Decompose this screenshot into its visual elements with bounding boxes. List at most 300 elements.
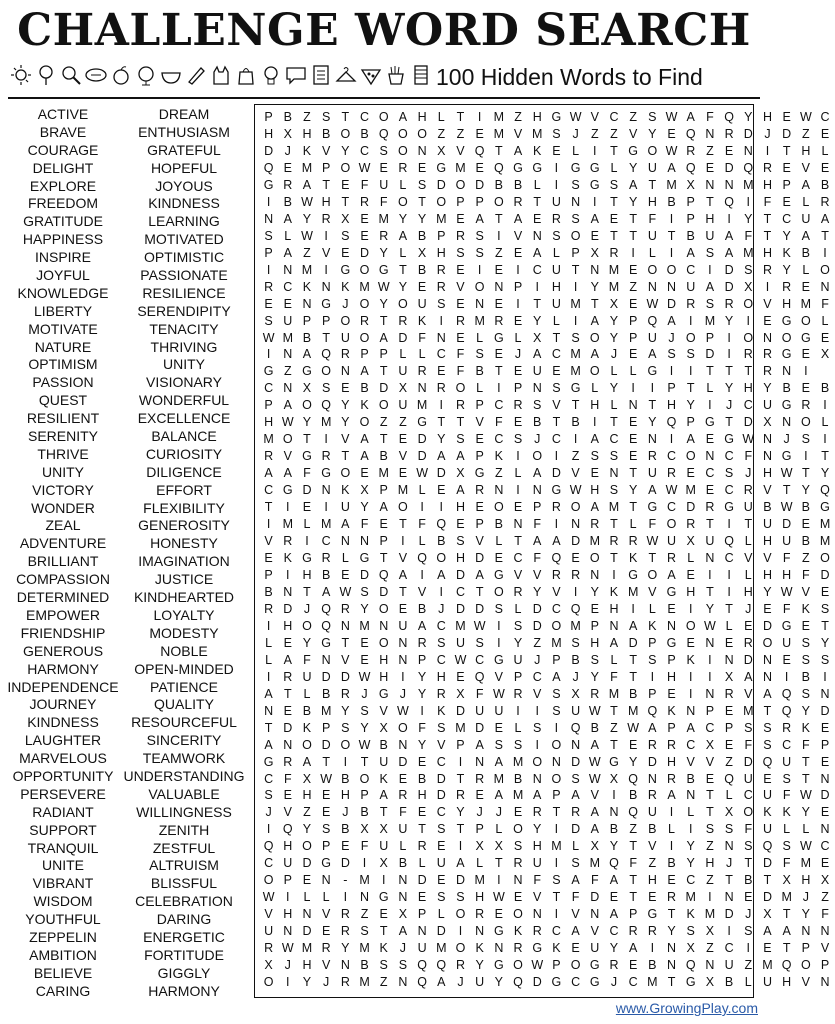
grid-letter: V (321, 143, 331, 158)
grid-letter: N (571, 517, 581, 532)
word-list-item: KINDNESS (27, 714, 99, 731)
grid-letter: W (492, 890, 505, 905)
grid-letter: O (359, 330, 370, 345)
grid-letter: Z (648, 856, 657, 871)
grid-letter: S (801, 635, 811, 650)
word-list-item: OPTIMISTIC (143, 249, 225, 266)
grid-letter: O (493, 500, 504, 515)
grid-row (259, 313, 835, 330)
grid-letter: F (456, 364, 465, 379)
grid-letter: A (360, 432, 369, 447)
grid-letter: E (744, 618, 753, 633)
grid-letter: I (650, 669, 655, 684)
grid-letter: N (686, 703, 696, 718)
word-list-item: THRIVE (37, 445, 89, 462)
grid-letter: I (497, 381, 501, 396)
grid-letter: K (417, 313, 427, 328)
grid-letter: Z (303, 805, 311, 820)
grid-letter: N (398, 737, 408, 752)
grid-letter: H (436, 245, 446, 260)
grid-letter: E (360, 652, 369, 667)
grid-letter: Q (762, 754, 773, 769)
grid-letter: S (801, 432, 811, 447)
grid-letter: A (590, 211, 599, 226)
grid-letter: I (266, 194, 271, 209)
grid-letter: I (401, 534, 405, 549)
grid-letter: P (264, 398, 273, 413)
grid-letter: W (780, 500, 793, 515)
footer-link[interactable]: www.GrowingPlay.com (615, 1000, 758, 1016)
grid-letter: X (360, 483, 369, 498)
grid-letter: O (820, 262, 830, 277)
grid-letter: E (456, 211, 465, 226)
grid-row (259, 771, 835, 788)
grid-letter: Y (763, 584, 772, 599)
grid-letter: R (609, 534, 619, 549)
grid-letter: T (341, 449, 350, 464)
grid-letter: M (359, 618, 370, 633)
grid-letter: I (727, 330, 731, 345)
grid-letter: M (608, 686, 620, 701)
grid-row (259, 923, 835, 940)
grid-letter: M (263, 432, 274, 447)
grid-letter: Z (706, 873, 714, 888)
grid-letter: K (533, 143, 542, 158)
grid-letter: Y (302, 975, 312, 990)
word-list-item: FORTITUDE (144, 946, 224, 963)
grid-letter: N (398, 975, 408, 990)
grid-letter: X (533, 330, 542, 345)
grid-letter: T (706, 584, 714, 599)
grid-letter: N (820, 975, 830, 990)
grid-letter: S (609, 177, 619, 192)
grid-letter: X (744, 279, 753, 294)
grid-letter: C (705, 720, 715, 735)
grid-letter: A (379, 788, 388, 803)
grid-letter: E (283, 160, 292, 175)
grid-letter: O (800, 313, 811, 328)
grid-letter: B (302, 330, 312, 345)
grid-letter: O (340, 737, 351, 752)
grid-letter: N (302, 296, 312, 311)
grid-letter: T (763, 703, 772, 718)
grid-letter: T (706, 517, 714, 532)
grid-letter: N (283, 924, 293, 939)
grid-letter: S (686, 347, 695, 362)
grid-letter: H (283, 618, 293, 633)
grid-letter: M (320, 517, 332, 532)
grid-letter: F (821, 907, 829, 922)
grid-letter: Z (303, 245, 311, 260)
grid-letter: A (571, 924, 580, 939)
grid-letter: A (533, 788, 542, 803)
grid-letter: P (513, 279, 523, 294)
grid-letter: Z (437, 126, 446, 141)
grid-letter: Q (321, 618, 332, 633)
grid-letter: Y (667, 924, 676, 939)
grid-letter: I (343, 754, 348, 769)
grid-letter: V (341, 432, 350, 447)
grid-letter: G (647, 500, 658, 515)
grid-letter: G (321, 635, 332, 650)
grid-letter: S (552, 873, 561, 888)
grid-letter: K (360, 398, 369, 413)
grid-letter: L (514, 466, 522, 481)
grid-letter: N (705, 551, 715, 565)
grid-letter: O (800, 415, 811, 430)
grid-letter: H (762, 567, 772, 582)
grid-letter: C (513, 551, 523, 565)
grid-letter: N (743, 143, 753, 158)
grid-letter: V (590, 788, 599, 803)
grid-letter: C (360, 110, 370, 124)
grid-letter: Y (341, 415, 350, 430)
grid-letter: C (571, 975, 581, 990)
grid-letter: Z (571, 449, 580, 464)
grid-letter: V (648, 584, 657, 599)
grid-letter: C (782, 211, 792, 226)
grid-letter: F (379, 194, 388, 209)
grid-letter: I (516, 703, 520, 718)
grid-letter: K (801, 720, 811, 735)
grid-letter: U (686, 279, 696, 294)
grid-letter: M (608, 279, 620, 294)
grid-letter: R (436, 686, 446, 701)
grid-letter: E (398, 466, 408, 481)
grid-letter: T (552, 330, 561, 345)
grid-letter: I (286, 500, 290, 515)
grid-letter: I (497, 873, 501, 888)
grid-letter: B (724, 975, 734, 990)
grid-letter: Y (302, 822, 312, 837)
grid-letter: I (554, 160, 559, 175)
grid-letter: R (628, 924, 638, 939)
grid-letter: L (418, 347, 426, 362)
grid-letter: I (784, 669, 789, 684)
grid-letter: Y (609, 313, 619, 328)
grid-letter: D (628, 635, 638, 650)
grid-letter: F (590, 873, 599, 888)
grid-letter: S (437, 822, 446, 837)
grid-letter: L (802, 194, 810, 209)
letter-grid (254, 104, 831, 998)
grid-letter: D (705, 347, 715, 362)
grid-letter: N (820, 279, 830, 294)
word-list-item: SINCERITY (146, 732, 222, 749)
grid-letter: E (571, 941, 580, 956)
grid-letter: M (762, 958, 773, 973)
grid-letter: T (399, 517, 407, 532)
grid-letter: O (398, 126, 408, 141)
grid-letter: T (341, 110, 350, 124)
grid-letter: I (573, 432, 578, 447)
grid-row (259, 720, 835, 737)
grid-letter: E (341, 381, 350, 396)
grid-letter: E (667, 873, 676, 888)
grid-letter: G (685, 975, 696, 990)
grid-letter: D (724, 907, 734, 922)
grid-letter: X (763, 415, 772, 430)
word-list-item: NATURE (34, 338, 92, 355)
grid-letter: K (341, 483, 350, 498)
grid-letter: N (532, 907, 542, 922)
grid-letter: I (727, 347, 731, 362)
word-list-item: RESILIENT (26, 410, 100, 427)
grid-letter: V (513, 228, 523, 243)
grid-letter: A (686, 432, 695, 447)
grid-letter: K (686, 907, 695, 922)
grid-letter: D (283, 601, 293, 616)
grid-letter: J (265, 805, 272, 820)
grid-letter: V (283, 449, 292, 464)
grid-letter: I (669, 211, 674, 226)
grid-letter: N (360, 890, 370, 905)
grid-letter: W (704, 618, 716, 633)
grid-letter: T (629, 500, 637, 515)
grid-letter: E (782, 110, 791, 124)
grid-letter: J (342, 296, 349, 311)
grid-letter: X (360, 822, 369, 837)
grid-letter: I (688, 601, 693, 616)
grid-letter: I (439, 500, 444, 515)
grid-letter: Y (417, 211, 427, 226)
grid-letter: W (665, 143, 678, 158)
grid-letter: Y (744, 110, 753, 124)
grid-letter: X (609, 771, 619, 786)
grid-letter: I (535, 737, 539, 752)
grid-letter: Q (417, 958, 427, 973)
word-list-item: TRANQUIL (27, 839, 99, 856)
grid-letter: K (552, 941, 561, 956)
grid-letter: L (514, 601, 522, 616)
grid-letter: N (647, 432, 657, 447)
grid-letter: N (647, 771, 657, 786)
grid-letter: M (359, 941, 370, 956)
grid-letter: D (455, 567, 465, 582)
grid-letter: R (628, 534, 638, 549)
grid-letter: R (513, 194, 523, 209)
football-icon (85, 64, 107, 86)
grid-letter: H (782, 567, 792, 582)
grid-letter: M (743, 703, 754, 718)
grid-letter: E (705, 432, 715, 447)
word-list-item: LEARNING (148, 213, 220, 230)
grid-letter: S (705, 296, 715, 311)
grid-row (259, 194, 835, 211)
grid-letter: F (360, 517, 369, 532)
grid-letter: B (437, 534, 446, 549)
grid-letter: S (590, 652, 599, 667)
word-list-item: PATIENCE (150, 678, 218, 695)
grid-letter: E (705, 771, 715, 786)
grid-letter: O (455, 381, 466, 396)
grid-letter: W (281, 941, 294, 956)
grid-letter: C (264, 381, 274, 396)
grid-letter: E (341, 177, 350, 192)
grid-letter: N (571, 194, 581, 209)
grid-letter: S (533, 398, 542, 413)
grid-letter: I (516, 296, 520, 311)
grid-letter: P (475, 449, 484, 464)
grid-letter: O (436, 551, 447, 565)
grid-letter: O (743, 330, 754, 345)
grid-letter: E (398, 432, 408, 447)
grid-letter: S (437, 720, 446, 735)
grid-letter: T (379, 551, 388, 565)
grid-letter: V (533, 890, 542, 905)
grid-letter: N (762, 432, 772, 447)
grid-letter: I (612, 567, 616, 582)
grid-row (259, 143, 835, 160)
grid-letter: E (724, 703, 734, 718)
grid-letter: Z (590, 126, 599, 141)
grid-row (259, 279, 835, 296)
grid-letter: O (513, 907, 523, 922)
grid-letter: E (590, 601, 599, 616)
page-title: CHALLENGE WORD SEARCH (17, 5, 751, 56)
grid-letter: O (532, 754, 543, 769)
grid-letter: E (341, 245, 350, 260)
grid-letter: I (343, 890, 348, 905)
grid-row (259, 669, 835, 686)
grid-letter: C (628, 975, 638, 990)
grid-letter: O (493, 584, 504, 599)
grid-letter: V (475, 415, 484, 430)
grid-letter: U (782, 754, 792, 769)
grid-row (259, 296, 835, 313)
grid-letter: R (417, 839, 427, 854)
grid-letter: A (513, 143, 523, 158)
grid-letter: U (475, 975, 485, 990)
grid-letter: X (398, 381, 408, 396)
grid-letter: R (513, 856, 523, 871)
grid-letter: S (571, 856, 580, 871)
grid-letter: I (727, 567, 731, 582)
grid-letter: T (379, 924, 388, 939)
grid-letter: F (456, 347, 465, 362)
grid-letter: T (706, 194, 714, 209)
grid-letter: E (590, 466, 599, 481)
grid-letter: T (495, 211, 503, 226)
word-list-item: FRIENDSHIP (20, 624, 106, 641)
word-list-item: ENERGETIC (143, 928, 225, 945)
grid-letter: T (341, 635, 350, 650)
grid-letter: T (379, 364, 388, 379)
grid-letter: G (781, 449, 792, 464)
grid-letter: E (360, 211, 369, 226)
grid-row (259, 228, 835, 245)
word-list-item: HONESTY (150, 535, 218, 552)
grid-letter: O (743, 805, 754, 820)
grid-letter: P (264, 110, 273, 124)
grid-letter: J (745, 601, 752, 616)
word-list-item: EFFORT (156, 481, 212, 498)
grid-letter: T (629, 211, 637, 226)
grid-letter: S (513, 737, 523, 752)
grid-letter: Y (628, 483, 638, 498)
grid-letter: T (571, 262, 580, 277)
word-list-item: LOYALTY (153, 606, 215, 623)
grid-letter: Y (590, 279, 599, 294)
grid-letter: R (724, 126, 734, 141)
grid-letter: N (609, 618, 619, 633)
grid-letter: L (533, 177, 541, 192)
grid-letter: T (533, 296, 542, 311)
grid-letter: C (686, 873, 696, 888)
grid-letter: O (513, 958, 523, 973)
grid-letter: I (554, 856, 559, 871)
grid-letter: T (418, 194, 426, 209)
grid-letter: Y (475, 958, 484, 973)
grid-letter: M (493, 110, 505, 124)
grid-letter: T (725, 415, 733, 430)
grid-letter: X (475, 839, 484, 854)
grid-letter: D (743, 652, 753, 667)
grid-letter: K (667, 703, 676, 718)
grid-letter: G (666, 584, 677, 599)
grid-letter: K (782, 245, 791, 260)
grid-letter: K (475, 941, 484, 956)
word-list-item: EXPLORE (29, 177, 97, 194)
word-list-item: BALANCE (151, 428, 217, 445)
grid-letter: Y (341, 398, 350, 413)
grid-letter: X (724, 669, 734, 684)
grid-letter: W (780, 466, 793, 481)
grid-row (259, 872, 835, 889)
grid-letter: S (782, 771, 791, 786)
grid-letter: P (302, 313, 312, 328)
grid-letter: M (301, 160, 313, 175)
grid-letter: B (475, 364, 484, 379)
grid-letter: O (743, 296, 754, 311)
grid-letter: G (302, 551, 312, 565)
grid-letter: D (743, 415, 753, 430)
grid-row (259, 635, 835, 652)
grid-letter: N (264, 703, 274, 718)
word-list-item: QUALITY (154, 696, 214, 713)
grid-letter: C (436, 805, 446, 820)
grid-letter: O (359, 262, 370, 277)
grid-letter: R (321, 449, 331, 464)
grid-letter: O (321, 364, 332, 379)
grid-letter: R (455, 228, 465, 243)
grid-letter: I (266, 517, 271, 532)
grid-letter: D (379, 381, 389, 396)
grid-letter: A (667, 160, 676, 175)
grid-letter: B (782, 381, 791, 396)
grid-letter: N (475, 754, 485, 769)
grid-letter: O (398, 500, 408, 515)
grid-letter: D (782, 126, 792, 141)
grid-letter: I (554, 822, 559, 837)
grid-letter: J (399, 941, 407, 956)
grid-letter: N (475, 296, 485, 311)
grid-letter: N (705, 686, 715, 701)
grid-letter: T (667, 228, 676, 243)
grid-letter: E (667, 126, 676, 141)
grid-letter: O (340, 126, 351, 141)
grid-letter: L (514, 720, 522, 735)
grid-letter: L (303, 890, 311, 905)
grid-letter: H (667, 669, 677, 684)
grid-letter: E (782, 160, 791, 175)
grid-letter: D (436, 788, 446, 803)
grid-letter: G (551, 483, 562, 498)
grid-letter: L (629, 517, 637, 532)
grid-letter: I (458, 924, 463, 939)
grid-letter: T (629, 873, 637, 888)
word-list-item: INDEPENDENCE (7, 678, 119, 695)
